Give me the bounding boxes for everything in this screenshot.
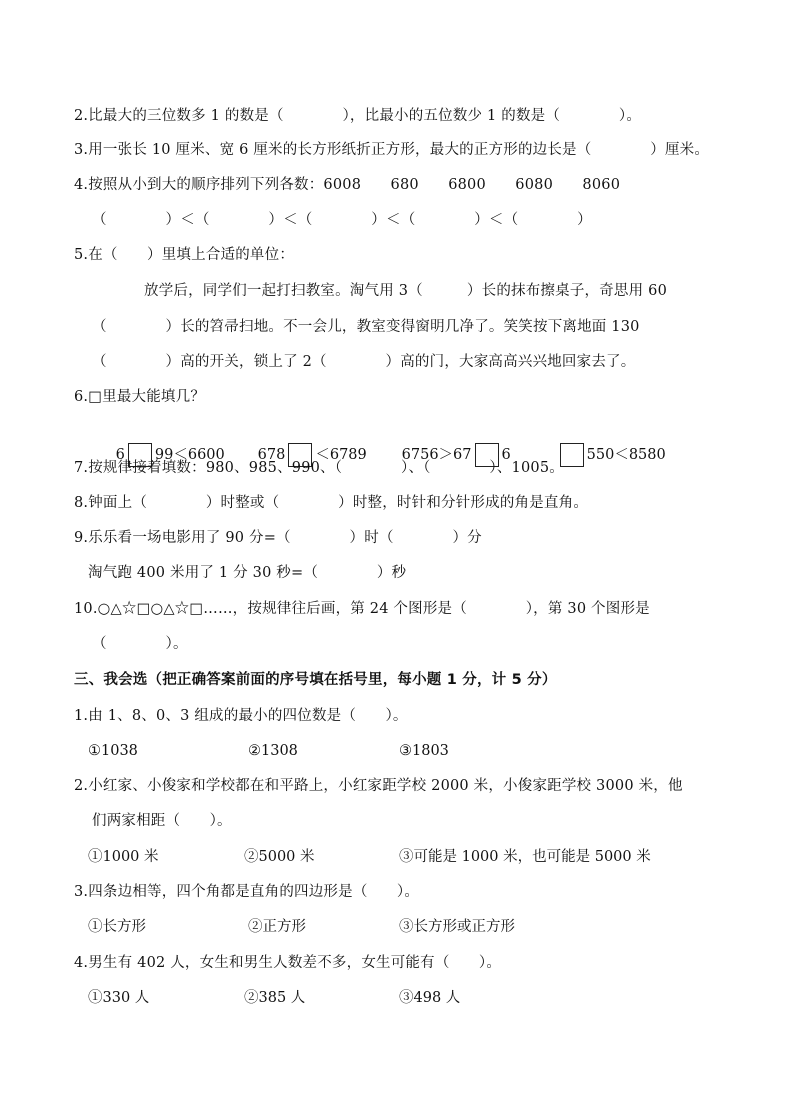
question-5-line-2: （ ）长的笤帚扫地。不一会儿，教室变得窗明几净了。笑笑按下离地面 130: [92, 319, 640, 335]
q6-item-d-post: 550＜8580: [586, 447, 666, 463]
q6-item-a-post: 99＜6600: [154, 447, 225, 463]
choice-question-4: 4.男生有 402 人，女生和男生人数差不多，女生可能有（ ）。: [74, 955, 502, 971]
q6-item-b-pre: 678: [257, 447, 286, 463]
choice-2-option-a[interactable]: ①1000 米: [88, 849, 159, 865]
choice-3-option-c[interactable]: ③长方形或正方形: [399, 919, 515, 935]
question-2: 2.比最大的三位数多 1 的数是（ ），比最小的五位数少 1 的数是（ ）。: [74, 108, 642, 124]
choice-1-option-b[interactable]: ②1308: [248, 743, 298, 759]
question-4-answer-blanks: （ ）＜（ ）＜（ ）＜（ ）＜（ ）: [92, 212, 592, 228]
question-9: 9.乐乐看一场电影用了 90 分=（ ）时（ ）分: [74, 530, 482, 546]
choice-question-1: 1.由 1、8、0、3 组成的最小的四位数是（ ）。: [74, 708, 408, 724]
choice-question-2-line-2: 们两家相距（ ）。: [92, 813, 232, 829]
choice-1-option-c[interactable]: ③1803: [399, 743, 449, 759]
choice-question-2: 2.小红家、小俊家和学校都在和平路上，小红家距学校 2000 米，小俊家距学校 3000 米，他: [74, 778, 683, 794]
question-5: 5.在（ ）里填上合适的单位：: [74, 247, 295, 263]
choice-4-option-c[interactable]: ③498 人: [399, 990, 461, 1006]
question-8: 8.钟面上（ ）时整或（ ）时整，时针和分针形成的角是直角。: [74, 495, 589, 511]
question-3: 3.用一张长 10 厘米、宽 6 厘米的长方形纸折正方形，最大的正方形的边长是（ ）厘米。: [74, 142, 710, 158]
question-9-line-2: 淘气跑 400 米用了 1 分 30 秒=（ ）秒: [88, 565, 407, 581]
choice-3-option-b[interactable]: ②正方形: [248, 919, 306, 935]
question-7: 7.按规律接着填数：980、985、990、（ ）、（ ）、1005。: [74, 460, 564, 476]
choice-4-option-b[interactable]: ②385 人: [244, 990, 306, 1006]
question-4: 4.按照从小到大的顺序排列下列各数：6008 680 6800 6080 8060: [74, 177, 621, 193]
choice-question-3: 3.四条边相等，四个角都是直角的四边形是（ ）。: [74, 884, 420, 900]
question-5-line-3: （ ）高的开关，锁上了 2（ ）高的门，大家高高兴兴地回家去了。: [92, 354, 636, 370]
choice-2-option-b[interactable]: ②5000 米: [244, 849, 315, 865]
choice-1-option-a[interactable]: ①1038: [88, 743, 138, 759]
q6-item-c-post: 6: [501, 447, 511, 463]
section-3-heading: 三、我会选（把正确答案前面的序号填在括号里，每小题 1 分，计 5 分）: [74, 672, 557, 688]
q6-item-b-post: ＜6789: [315, 447, 367, 463]
question-10: 10.○△☆□○△☆□……，按规律往后画，第 24 个图形是（ ），第 30 个图形是: [74, 601, 650, 617]
choice-4-option-a[interactable]: ①330 人: [88, 990, 150, 1006]
q6-item-a-pre: 6: [115, 447, 125, 463]
choice-2-option-c[interactable]: ③可能是 1000 米，也可能是 5000 米: [399, 849, 651, 865]
question-10-line-2: （ ）。: [92, 636, 188, 652]
question-6: 6.□里最大能填几？: [74, 389, 206, 405]
question-5-line-1: 放学后，同学们一起打扫教室。淘气用 3（ ）长的抹布擦桌子，奇思用 60: [144, 283, 667, 299]
q6-item-c-pre: 6756＞67: [401, 447, 472, 463]
choice-3-option-a[interactable]: ①长方形: [88, 919, 146, 935]
